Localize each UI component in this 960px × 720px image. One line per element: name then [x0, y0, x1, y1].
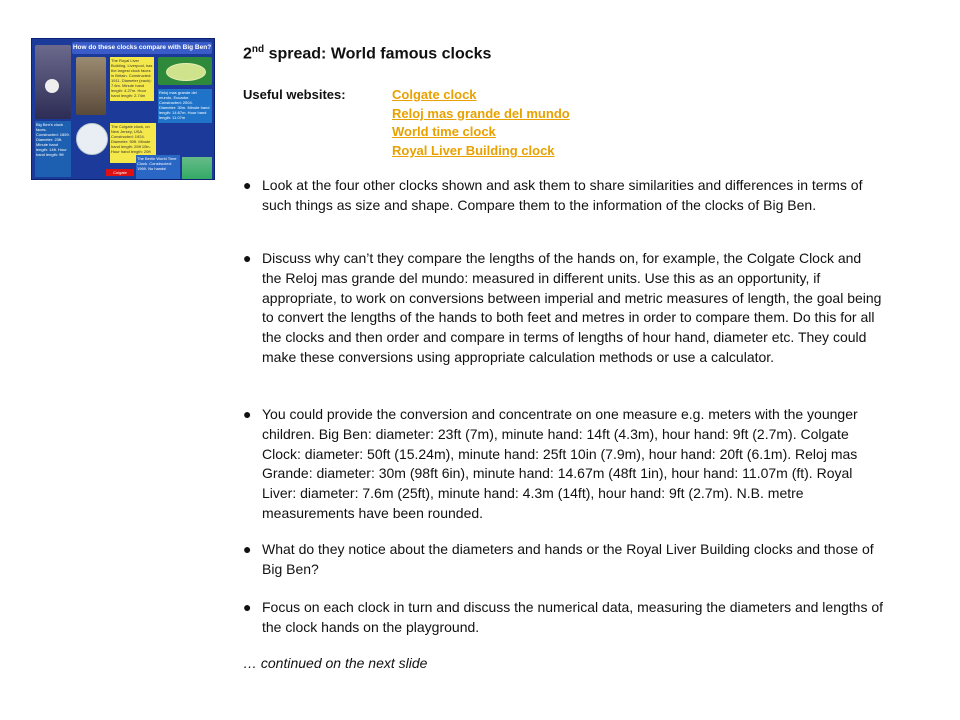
paragraph-5: ● Focus on each clock in turn and discuss the numerical data, measuring the diameters and lengths of the clock hands on the playground. — [243, 599, 884, 635]
worldtime-info-box: The Berlin World Time Clock. Constructed: 1969. No hands! — [136, 155, 180, 179]
thumbnail-title: How do these clocks compare with Big Ben? — [72, 42, 212, 54]
colgate-logo: Colgate — [106, 169, 134, 176]
ecuador-info-box: Reloj mas grande del mundo, Ecuador. Constructed: 2004. Diameter: 30m. Minute hand length: 14.67m. Hour hand length: 11.07m — [158, 89, 212, 123]
bigben-info-box: Big Ben's clock faces. Constructed: 1859. Diameter: 23ft. Minute hand length: 14ft. Hour hand length: 9ft — [35, 121, 71, 177]
bullet-icon: ● — [243, 406, 252, 422]
link-royal-liver-clock[interactable]: Royal Liver Building clock — [392, 143, 555, 159]
bullet-icon: ● — [243, 250, 252, 266]
colgate-clock-image — [76, 123, 108, 155]
paragraph-2: ● Discuss why can’t they compare the lengths of the hands on, for example, the Colgate Clock and the Reloj mas grande del mundo: measured in different units. Use this as an opportunity, if appropriate, to work on conversions between imperial and metric measures of length, the goal being to convert the lengths of the hands to both feet and metres in order to compare them. Do this for all the clocks and then order and compare in terms of lengths of hour hand, diameter etc. They could make these conversions using appropriate calculation methods or use a calculator. — [243, 250, 882, 365]
continued-note: … continued on the next slide — [243, 655, 428, 671]
colgate-info-box: The Colgate clock, on New Jersey, USA. Constructed: 1924. Diameter: 50ft. Minute hand length: 25ft 10in. Hour hand length: 20ft — [110, 123, 156, 163]
link-world-time-clock[interactable]: World time clock — [392, 124, 496, 140]
ecuador-clock-image — [158, 57, 212, 85]
bullet-icon: ● — [243, 599, 252, 615]
world-time-clock-image — [182, 157, 212, 179]
paragraph-1: ● Look at the four other clocks shown and ask them to share similarities and differences in terms of such things as size and shape. Compare them to the information of the clocks of Big Ben. — [243, 177, 863, 213]
paragraph-4: ● What do they notice about the diameters and hands or the Royal Liver Building clocks and those of Big Ben? — [243, 541, 874, 577]
website-links — [392, 86, 570, 161]
link-colgate-clock[interactable]: Colgate clock — [392, 87, 477, 102]
link-reloj-mas-grande[interactable]: Reloj mas grande del mundo — [392, 105, 570, 121]
liver-building-image — [76, 57, 106, 115]
useful-websites-label: Useful websites: — [243, 87, 346, 102]
page-title: 2nd spread: World famous clocks — [243, 44, 492, 63]
big-ben-image — [35, 45, 71, 119]
slide-thumbnail — [31, 38, 215, 180]
bullet-icon: ● — [243, 541, 252, 557]
liver-info-box: The Royal Liver Building, Liverpool, has the largest clock faces in Britain. Constructed: 1911. Diameter (each): 7.6m. Minute hand length: 4.27m. Hour hand length: 2.74m — [110, 57, 154, 101]
paragraph-3: ● You could provide the conversion and concentrate on one measure e.g. meters with the younger children. Big Ben: diameter: 23ft (7m), minute hand: 14ft (4.3m), hour hand: 9ft (2.7m). Colgate Clock: diameter: 50ft (15.24m), minute hand: 25ft 10in (7.9m), hour hand: 20ft (6.1m). Reloj mas Grande: diameter: 30m (98ft 6in), minute hand: 14.67m (48ft 1in), hour hand: 11.07m (ft). Royal Liver: diameter: 7.6m (25ft), minute hand: 4.3m (14ft), hour hand: 9ft (2.7m). N.B. metre measurements have been rounded. — [243, 406, 858, 521]
bullet-icon: ● — [243, 177, 252, 193]
